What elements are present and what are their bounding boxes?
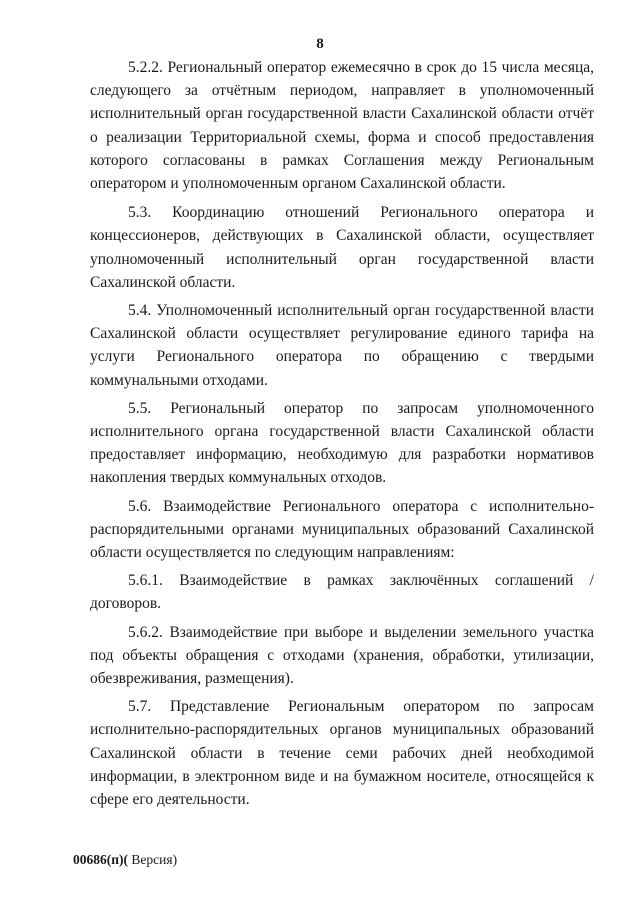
paragraph-5-4: 5.4. Уполномоченный исполнительный орган государственной власти Сахалинской области осуществляет регулирование единого тарифа на услуги Регионального оператора по обращению с твердыми коммунальными отходами. xyxy=(90,302,594,389)
footer-code: 00686(п)( xyxy=(73,852,129,867)
paragraph-5-5: 5.5. Региональный оператор по запросам уполномоченного исполнительного органа государственной власти Сахалинской области предоставляет информацию, необходимую для разработки нормативов накопления твердых коммунальных отходов. xyxy=(90,399,594,487)
document-footer xyxy=(73,852,177,868)
paragraph-5-6-2: 5.6.2. Взаимодействие при выборе и выделении земельного участка под объекты обращения с отходами (хранения, обработки, утилизации, обезвреживания, размещения). xyxy=(90,623,594,688)
document-body xyxy=(90,56,594,816)
paragraph-5-6: 5.6. Взаимодействие Регионального оператора с исполнительно-распорядительными органами муниципальных образований Сахалинской области осуществляется по следующим направлениям: xyxy=(90,497,594,562)
footer-version: Версия) xyxy=(128,852,178,867)
paragraph-5-2-2: 5.2.2. Региональный оператор ежемесячно в срок до 15 числа месяца, следующего за отчётным периодом, направляет в уполномоченный исполнительный орган государственной власти Сахалинской области отчёт о реализации Территориальной схемы, форма и способ предоставления которого согласованы в рамках Соглашения между Региональным оператором и уполномоченным органом Сахалинской области. xyxy=(90,59,594,193)
paragraph-5-6-1: 5.6.1. Взаимодействие в рамках заключённых соглашений / договоров. xyxy=(90,572,594,613)
paragraph-5-3: 5.3. Координацию отношений Регионального оператора и концессионеров, действующих в Сахалинской области, осуществляет уполномоченный исполнительный орган государственной власти Сахалинской области. xyxy=(90,204,594,291)
page-number: 8 xyxy=(316,36,324,52)
paragraph-5-7: 5.7. Представление Региональным оператором по запросам исполнительно-распорядительных органов муниципальных образований Сахалинской области в течение семи рабочих дней необходимой информации, в электронном виде и на бумажном носителе, относящейся к сфере его деятельности. xyxy=(90,698,594,809)
